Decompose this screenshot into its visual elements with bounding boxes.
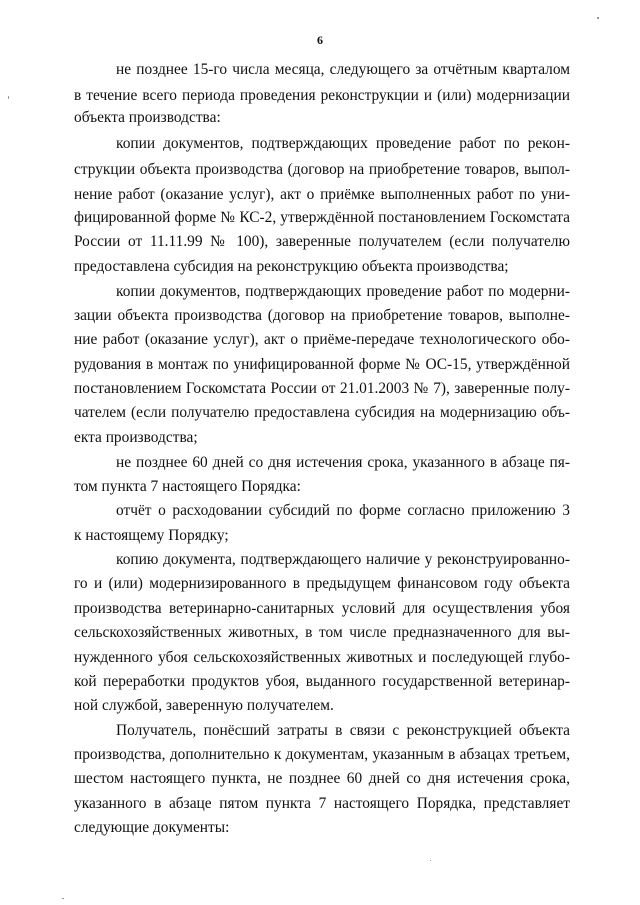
text-line: ной службой, заверенную получателем.	[74, 697, 334, 714]
text-line: к настоящему Порядку;	[74, 527, 229, 544]
text-line: чателем (если получателю предоставлена субсидия на модернизацию объ-	[74, 404, 570, 421]
text-line: кой переработки продуктов убоя, выданного государственной ветеринар-	[74, 673, 570, 690]
text-line: том пункта 7 настоящего Порядка:	[74, 478, 301, 495]
text-line: екта производства;	[74, 429, 198, 446]
text-line: копии документов, подтверждающих проведение работ по модерни-	[116, 283, 570, 300]
text-line: не позднее 15-го числа месяца, следующего за отчётным кварталом	[116, 61, 570, 78]
text-line: объекта производства:	[74, 109, 221, 126]
text-line: рудования в монтаж по унифицированной форме № ОС-15, утверждённой	[74, 356, 570, 373]
text-line: ние работ (оказание услуг), акт о приёме-передаче технологического обо-	[74, 331, 570, 348]
scan-speck	[62, 898, 64, 899]
scan-speck	[597, 17, 599, 19]
text-line: го и (или) модернизированного в предыдущем финансовом году объекта	[74, 575, 570, 592]
text-line: производства ветеринарно-санитарных условий для осуществления убоя	[74, 600, 570, 617]
text-line: струкции объекта производства (договор на приобретение товаров, выпол-	[74, 161, 570, 178]
text-line: в течение всего периода проведения реконструкции и (или) модернизации	[74, 87, 570, 104]
scan-speck	[430, 860, 431, 861]
text-line: предоставлена субсидия на реконструкцию объекта производства;	[74, 258, 509, 275]
page-number: 6	[317, 33, 323, 47]
text-line: следующие документы:	[74, 819, 230, 836]
text-line: зации объекта производства (договор на приобретение товаров, выполне-	[74, 307, 570, 324]
text-line: нужденного убоя сельскохозяйственных животных и последующей глубо-	[74, 649, 570, 666]
scan-speck	[8, 96, 9, 99]
text-line: нение работ (оказание услуг), акт о приёмке выполненных работ по уни-	[74, 186, 570, 203]
text-line: копию документа, подтверждающего наличие у реконструированно-	[116, 551, 570, 568]
text-line: указанного в абзаце пятом пункта 7 настоящего Порядка, представляет	[74, 795, 570, 812]
text-line: отчёт о расходовании субсидий по форме согласно приложению 3	[116, 502, 570, 519]
text-line: постановлением Госкомстата России от 21.01.2003 № 7), заверенные полу-	[74, 380, 570, 397]
text-line: Получатель, понёсший затраты в связи с реконструкцией объекта	[116, 722, 570, 739]
text-line: копии документов, подтверждающих проведение работ по рекон-	[116, 135, 570, 152]
text-line: производства, дополнительно к документам, указанным в абзацах третьем,	[74, 746, 570, 763]
text-line: сельскохозяйственных животных, в том числе предназначенного для вы-	[74, 624, 570, 641]
text-line: России от 11.11.99 № 100), заверенные получателем (если получателю	[74, 233, 570, 250]
text-line: шестом настоящего пункта, не позднее 60 дней со дня истечения срока,	[74, 770, 570, 787]
text-line: фицированной форме № КС-2, утверждённой постановлением Госкомстата	[74, 209, 570, 226]
text-line: не позднее 60 дней со дня истечения срока, указанного в абзаце пя-	[116, 454, 570, 471]
